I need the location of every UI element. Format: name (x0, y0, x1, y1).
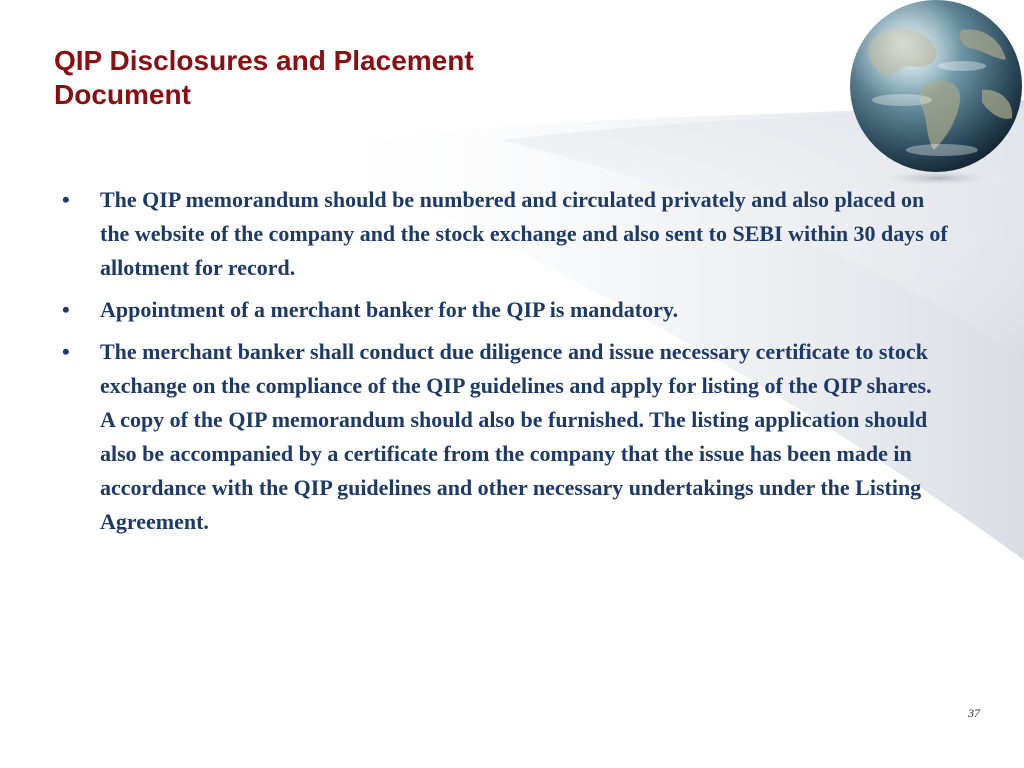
title-line-1: QIP Disclosures and Placement (54, 45, 474, 76)
bullet-text: Appointment of a merchant banker for the QIP is mandatory. (100, 297, 679, 322)
list-item (60, 293, 950, 327)
bullet-icon: • (62, 339, 70, 364)
earth-globe-icon (842, 0, 1024, 197)
list-item (60, 183, 950, 285)
list-item (60, 335, 950, 539)
page-title (54, 44, 654, 112)
title-line-2: Document (54, 79, 191, 110)
bullet-icon: • (62, 297, 70, 322)
bullet-icon: • (62, 187, 70, 212)
bullet-list (60, 183, 950, 547)
bullet-text: The QIP memorandum should be numbered and circulated privately and also placed on the website of the company and the stock exchange and also sent to SEBI within 30 days of allotment for record. (100, 187, 948, 280)
page-number: 37 (968, 706, 980, 720)
bullet-text: The merchant banker shall conduct due diligence and issue necessary certificate to stock exchange on the compliance of the QIP guidelines and apply for listing of the QIP shares. A copy of the QIP memorandum should also be furnished. The listing application should also be accompanied by a certificate from the company that the issue has been made in accordance with the QIP guidelines and other necessary undertakings under the Listing Agreement. (100, 339, 932, 534)
